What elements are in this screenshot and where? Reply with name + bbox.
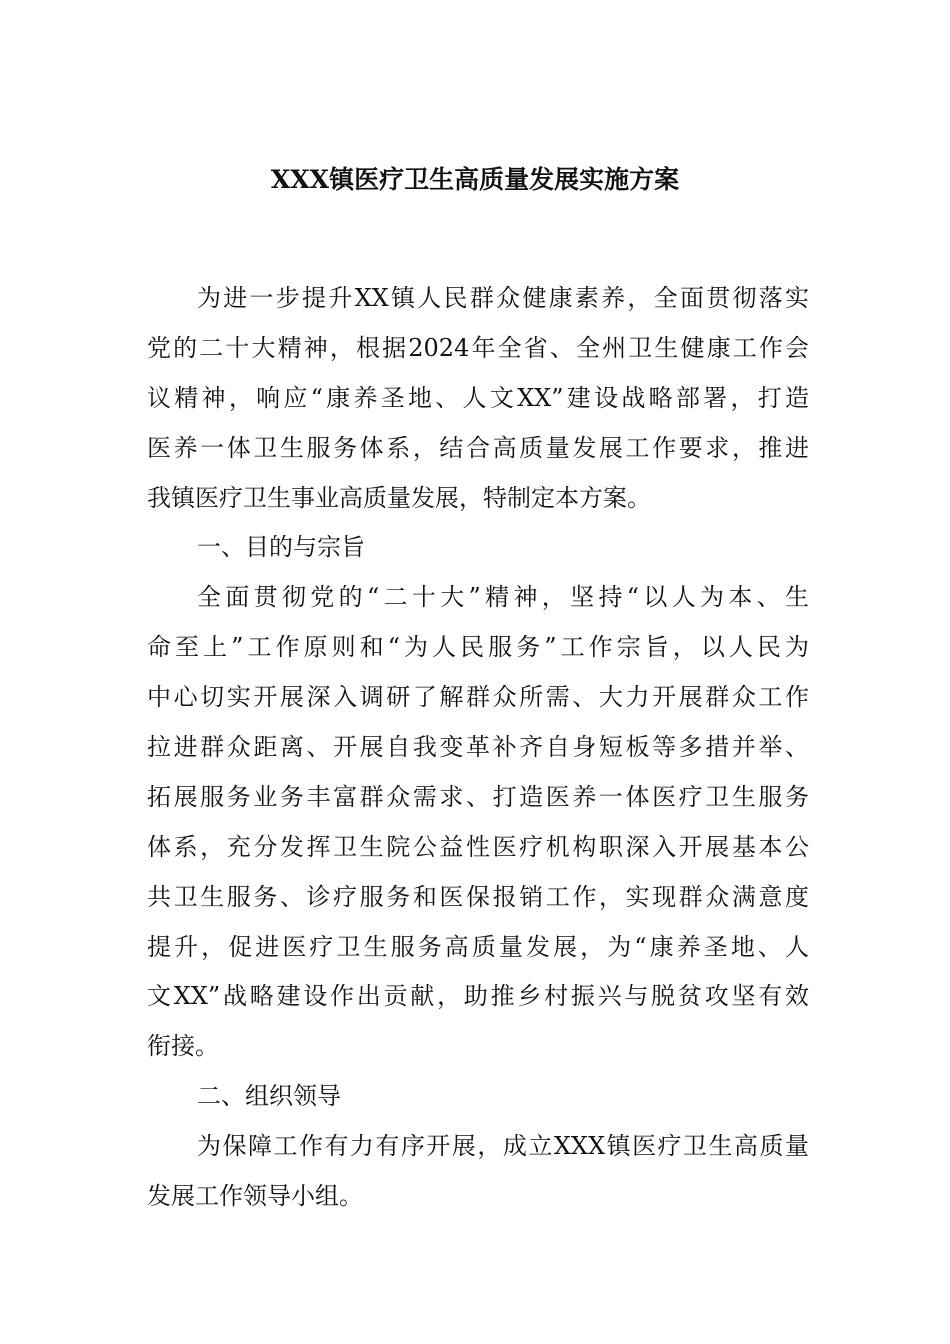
paragraph-line: 中心切实开展深入调研了解群众所需、大力开展群众工作 <box>147 683 809 712</box>
paragraph-line: 文XX”战略建设作出贡献，助推乡村振兴与脱贫攻坚有效 <box>147 982 809 1011</box>
paragraph-line: 拉进群众距离、开展自我变革补齐自身短板等多措并举、 <box>147 733 809 762</box>
paragraph-line: 共卫生服务、诊疗服务和医保报销工作，实现群众满意度 <box>147 882 809 911</box>
paragraph-line: 体系，充分发挥卫生院公益性医疗机构职深入开展基本公 <box>147 832 809 861</box>
paragraph-line: 拓展服务业务丰富群众需求、打造医养一体医疗卫生服务 <box>147 782 809 811</box>
paragraph-line: 为进一步提升XX镇人民群众健康素养，全面贯彻落实 <box>197 284 809 312</box>
paragraph-line: 党的二十大精神，根据2024年全省、全州卫生健康工作会 <box>147 333 809 362</box>
section-heading: 一、目的与宗旨 <box>197 533 365 562</box>
paragraph-line: 命至上”工作原则和“为人民服务”工作宗旨，以人民为 <box>147 633 809 662</box>
paragraph-line: 全面贯彻党的“二十大”精神，坚持“以人为本、生 <box>197 583 809 612</box>
paragraph-line: 议精神，响应“康养圣地、人文XX”建设战略部署，打造 <box>147 383 809 412</box>
paragraph-line: 为保障工作有力有序开展，成立XXX镇医疗卫生高质量 <box>197 1132 809 1161</box>
document-body <box>147 274 809 1222</box>
section-heading: 二、组织领导 <box>197 1082 341 1111</box>
paragraph-line: 我镇医疗卫生事业高质量发展，特制定本方案。 <box>147 483 651 512</box>
paragraph-line: 发展工作领导小组。 <box>147 1182 363 1211</box>
paragraph-line: 医养一体卫生服务体系，结合高质量发展工作要求，推进 <box>147 433 809 462</box>
document-title: XXX镇医疗卫生高质量发展实施方案 <box>270 165 680 194</box>
paragraph-line: 提升，促进医疗卫生服务高质量发展，为“康养圣地、人 <box>147 932 809 961</box>
paragraph-line: 衔接。 <box>147 1032 219 1061</box>
